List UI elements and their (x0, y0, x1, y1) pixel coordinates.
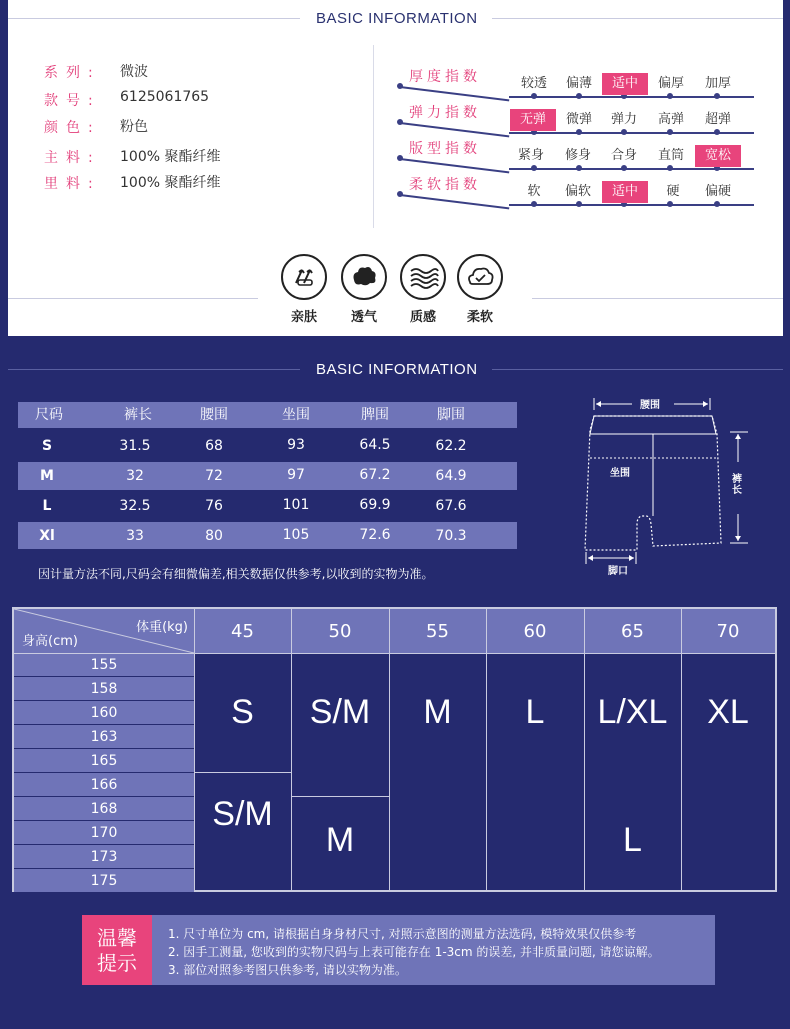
option-chip: 偏薄 (565, 76, 592, 91)
height-cell: 173 (14, 845, 194, 869)
weight-header: 70 (716, 621, 740, 642)
grid-line (681, 609, 682, 892)
feature-label: 柔软 (466, 310, 493, 325)
attribute-value: 100% 聚酯纤维 (120, 149, 221, 165)
option-chip: 修身 (564, 148, 591, 163)
tips-list (168, 925, 713, 979)
divider (8, 369, 300, 370)
table-cell: 105 (282, 527, 310, 543)
height-cell: 166 (14, 773, 194, 797)
size-cell: L (623, 821, 642, 859)
attribute-label: 里料: (44, 176, 101, 192)
section-title: BASIC INFORMATION (316, 10, 478, 27)
size-cell: M (325, 821, 355, 859)
grid-line (389, 609, 390, 892)
height-axis-label: 身高(cm) (22, 634, 78, 649)
index-dot (397, 83, 403, 89)
table-cell: 70.3 (435, 528, 467, 544)
fit-chart-corner (14, 609, 194, 653)
shorts-diagram (580, 390, 760, 580)
height-cell: 175 (90, 873, 118, 889)
attribute-label: 主料: (44, 150, 101, 166)
option-chip: 直筒 (657, 148, 684, 163)
hip-label: 坐围 (610, 468, 630, 479)
grid-line (291, 796, 389, 797)
attribute-value: 100% 聚酯纤维 (120, 175, 221, 191)
table-header-cell: 腰围 (200, 407, 228, 423)
table-cell: 67.2 (359, 467, 391, 483)
table-cell: 68 (205, 438, 223, 454)
option-chip: 硬 (666, 184, 680, 199)
index-dot (397, 191, 403, 197)
option-chip: 弹力 (610, 112, 637, 127)
weight-header: 50 (328, 621, 352, 642)
height-cell: 168 (14, 797, 194, 821)
waist-label: 腰围 (640, 400, 660, 411)
table-cell: L (42, 498, 52, 514)
option-chip: 加厚 (704, 76, 731, 91)
attribute-label: 款号: (44, 93, 101, 109)
table-row (18, 492, 517, 520)
option-chip-selected: 宽松 (695, 145, 741, 167)
table-cell: 32.5 (119, 498, 151, 514)
tip-line: 3. 部位对照参考图只供参考, 请以实物为准。 (168, 963, 407, 977)
index-dot (397, 119, 403, 125)
texture-icon (400, 254, 446, 300)
divider (8, 18, 300, 19)
feature-label: 质感 (409, 310, 436, 325)
table-header-row (18, 402, 517, 428)
index-dot (397, 155, 403, 161)
attribute-value: 粉色 (120, 119, 148, 135)
table-cell: 93 (287, 437, 305, 453)
table-cell: 72.6 (359, 527, 391, 543)
size-cell: L/XL (597, 693, 668, 731)
index-label: 厚度指数 (409, 69, 481, 85)
attribute-label: 颜色: (44, 120, 101, 136)
weight-header: 65 (621, 621, 644, 642)
option-chip: 较透 (520, 76, 547, 91)
option-chip: 合身 (610, 148, 637, 163)
table-cell: 76 (205, 498, 223, 514)
option-chip: 超弹 (704, 112, 731, 127)
weight-header: 45 (231, 621, 254, 642)
index-label: 柔软指数 (409, 177, 481, 193)
height-cell: 158 (14, 677, 194, 701)
size-cell: S/M (212, 795, 273, 833)
height-cell: 163 (14, 725, 194, 749)
table-cell: 72 (205, 468, 223, 484)
table-header-cell: 坐围 (282, 407, 310, 423)
grid-line (194, 609, 195, 892)
option-chip-selected: 适中 (602, 181, 648, 203)
height-column (14, 653, 194, 892)
height-cell: 165 (14, 749, 194, 773)
skin-friendly-icon (281, 254, 327, 300)
height-cell: 155 (14, 653, 194, 677)
table-cell: 31.5 (119, 438, 151, 454)
table-note: 因计量方法不同,尺码会有细微偏差,相关数据仅供参考,以收到的实物为准。 (38, 567, 434, 581)
weight-axis-label: 体重(kg) (136, 620, 188, 635)
attribute-value: 6125061765 (120, 89, 210, 105)
vertical-divider (373, 45, 374, 228)
table-header-cell: 尺码 (35, 407, 63, 423)
weight-header: 55 (426, 621, 449, 642)
option-chip: 偏硬 (704, 184, 731, 199)
table-header-cell: 脚围 (437, 407, 465, 423)
table-header-cell: 裤长 (124, 407, 152, 423)
index-label: 版型指数 (409, 141, 481, 157)
option-chip: 紧身 (517, 148, 544, 163)
table-row (18, 522, 517, 549)
fit-chart (12, 607, 777, 892)
divider (532, 298, 783, 299)
table-cell: 64.5 (359, 437, 391, 453)
option-chip: 偏软 (564, 184, 591, 199)
table-row (18, 432, 517, 460)
weight-header: 60 (523, 621, 547, 642)
attribute-label: 系列: (44, 65, 101, 81)
option-chip-selected: 无弹 (510, 109, 556, 131)
grid-line (194, 772, 291, 773)
option-chip: 微弹 (565, 112, 592, 127)
tip-line: 1. 尺寸单位为 cm, 请根据自身身材尺寸, 对照示意图的测量方法选码, 模特效果仅供参考 (168, 927, 637, 941)
table-cell: 32 (126, 468, 144, 484)
tips-badge-label: 温馨提示 (97, 926, 137, 975)
size-cell: M (423, 693, 452, 731)
table-cell: 97 (287, 467, 305, 483)
attribute-value: 微波 (120, 64, 148, 80)
table-row (18, 462, 517, 490)
tips-badge (82, 915, 152, 985)
size-cell: S/M (309, 693, 371, 731)
index-label: 弹力指数 (409, 105, 481, 121)
divider (492, 18, 783, 19)
size-cell: S (231, 693, 254, 731)
table-cell: 64.9 (435, 468, 467, 484)
size-cell: XL (707, 693, 749, 731)
table-cell: Xl (39, 528, 55, 544)
table-cell: M (40, 468, 54, 484)
length-label: 裤长 (732, 474, 742, 496)
option-chip-selected: 适中 (602, 73, 648, 95)
table-cell: S (41, 438, 53, 454)
section-title: BASIC INFORMATION (316, 361, 478, 378)
feature-label: 透气 (350, 310, 377, 325)
hem-label: 脚口 (608, 566, 628, 577)
size-cell: L (525, 693, 545, 731)
table-header-cell: 脾围 (361, 407, 389, 423)
grid-line (14, 653, 775, 654)
table-cell: 33 (126, 528, 144, 544)
option-chip: 偏厚 (657, 76, 684, 91)
option-chip: 高弹 (657, 112, 684, 127)
table-cell: 69.9 (359, 497, 391, 513)
feature-label: 亲肤 (290, 310, 317, 325)
height-cell: 170 (14, 821, 194, 845)
table-cell: 67.6 (435, 498, 467, 514)
size-table (18, 402, 517, 549)
divider (492, 369, 783, 370)
option-chip: 软 (527, 184, 541, 199)
tip-line: 2. 因手工测量, 您收到的实物尺码与上表可能存在 1-3cm 的误差, 并非质量问题, 请您谅解。 (168, 945, 660, 959)
grid-line (486, 609, 487, 892)
table-cell: 80 (205, 528, 223, 544)
divider (8, 298, 258, 299)
height-cell: 160 (14, 701, 194, 725)
breathable-icon (341, 254, 387, 300)
soft-icon (457, 254, 503, 300)
table-cell: 101 (282, 497, 310, 513)
table-cell: 62.2 (435, 438, 467, 454)
